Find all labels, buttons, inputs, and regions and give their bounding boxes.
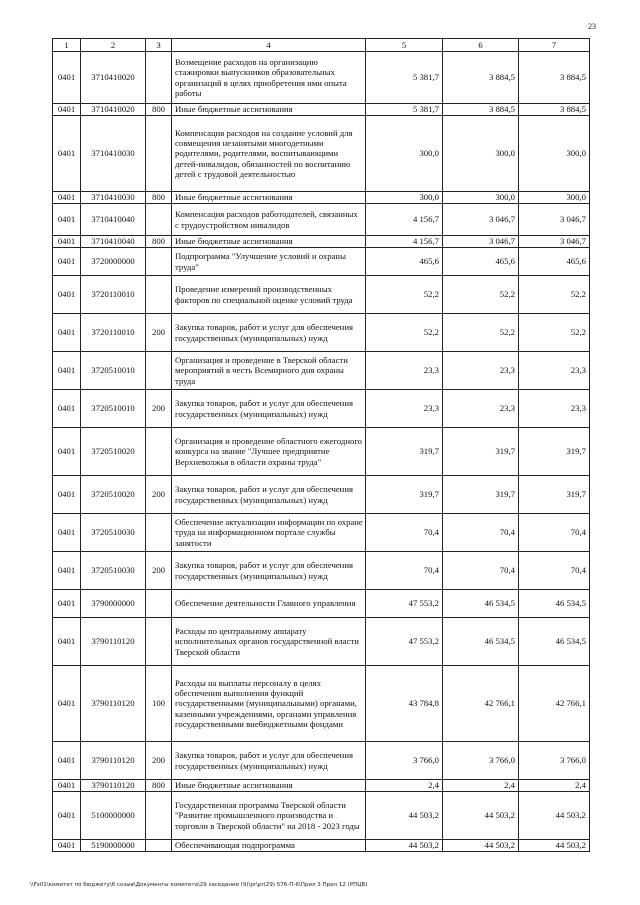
amount-cell-col7: 319,7 <box>519 476 590 514</box>
expense-type-cell: 200 <box>146 552 172 590</box>
amount-cell-col7: 300,0 <box>519 116 590 192</box>
amount-cell-col7: 52,2 <box>519 314 590 352</box>
amount-cell-col6: 2,4 <box>443 780 519 792</box>
amount-cell-col6: 44 503,2 <box>443 840 519 852</box>
item-name-cell: Проведение измерений производственных факторов по специальной оценке условий труда <box>172 276 366 314</box>
amount-cell-col7: 300,0 <box>519 192 590 204</box>
amount-cell-col6: 3 046,7 <box>443 204 519 236</box>
table-row <box>53 52 590 104</box>
amount-cell-col7: 44 503,2 <box>519 792 590 840</box>
section-code-cell: 0401 <box>53 618 81 666</box>
table-body <box>53 52 590 852</box>
table-row <box>53 314 590 352</box>
item-name-cell: Обеспечение деятельности Главного управления <box>172 590 366 618</box>
table-row <box>53 742 590 780</box>
item-name-cell: Иные бюджетные ассигнования <box>172 236 366 248</box>
column-header: 5 <box>366 39 443 52</box>
target-article-cell: 3720510030 <box>81 514 146 552</box>
table-row <box>53 618 590 666</box>
amount-cell-col5: 2,4 <box>366 780 443 792</box>
section-code-cell: 0401 <box>53 104 81 116</box>
item-name-cell: Государственная программа Тверской области "Развитие промышленного производства и торговли в Тверской области" на 2018 - 2023 годы <box>172 792 366 840</box>
expense-type-cell <box>146 52 172 104</box>
target-article-cell: 3710410020 <box>81 104 146 116</box>
target-article-cell: 3790110120 <box>81 742 146 780</box>
table-row <box>53 104 590 116</box>
section-code-cell: 0401 <box>53 552 81 590</box>
expense-type-cell <box>146 352 172 390</box>
section-code-cell: 0401 <box>53 780 81 792</box>
item-name-cell: Организация и проведение областного ежегодного конкурса на звание "Лучшее предприятие Верхневолжья в области охраны труда" <box>172 428 366 476</box>
table-row <box>53 116 590 192</box>
amount-cell-col6: 52,2 <box>443 276 519 314</box>
amount-cell-col5: 47 553,2 <box>366 618 443 666</box>
section-code-cell: 0401 <box>53 192 81 204</box>
table-row <box>53 390 590 428</box>
column-header: 7 <box>519 39 590 52</box>
amount-cell-col7: 23,3 <box>519 352 590 390</box>
item-name-cell: Иные бюджетные ассигнования <box>172 104 366 116</box>
item-name-cell: Закупка товаров, работ и услуг для обеспечения государственных (муниципальных) нужд <box>172 314 366 352</box>
table-row <box>53 840 590 852</box>
amount-cell-col5: 4 156,7 <box>366 236 443 248</box>
amount-cell-col5: 23,3 <box>366 352 443 390</box>
amount-cell-col5: 319,7 <box>366 428 443 476</box>
amount-cell-col7: 2,4 <box>519 780 590 792</box>
target-article-cell: 3710410020 <box>81 52 146 104</box>
item-name-cell: Возмещение расходов на организацию стажировки выпускников образовательных организаций в целях приобретения ими опыта работы <box>172 52 366 104</box>
expense-type-cell: 800 <box>146 236 172 248</box>
section-code-cell: 0401 <box>53 248 81 276</box>
table-row <box>53 428 590 476</box>
amount-cell-col5: 44 503,2 <box>366 792 443 840</box>
column-header: 3 <box>146 39 172 52</box>
amount-cell-col6: 52,2 <box>443 314 519 352</box>
amount-cell-col6: 23,3 <box>443 390 519 428</box>
amount-cell-col6: 465,6 <box>443 248 519 276</box>
expense-type-cell: 200 <box>146 742 172 780</box>
expense-type-cell <box>146 204 172 236</box>
section-code-cell: 0401 <box>53 792 81 840</box>
section-code-cell: 0401 <box>53 236 81 248</box>
target-article-cell: 3710410040 <box>81 236 146 248</box>
section-code-cell: 0401 <box>53 314 81 352</box>
amount-cell-col7: 70,4 <box>519 514 590 552</box>
amount-cell-col6: 23,3 <box>443 352 519 390</box>
expense-type-cell: 200 <box>146 476 172 514</box>
amount-cell-col5: 465,6 <box>366 248 443 276</box>
expense-type-cell: 100 <box>146 666 172 742</box>
amount-cell-col7: 3 046,7 <box>519 204 590 236</box>
target-article-cell: 3720510010 <box>81 352 146 390</box>
item-name-cell: Иные бюджетные ассигнования <box>172 780 366 792</box>
table-row <box>53 276 590 314</box>
expense-type-cell <box>146 428 172 476</box>
table-row <box>53 192 590 204</box>
amount-cell-col7: 3 046,7 <box>519 236 590 248</box>
item-name-cell: Закупка товаров, работ и услуг для обеспечения государственных (муниципальных) нужд <box>172 390 366 428</box>
amount-cell-col6: 319,7 <box>443 476 519 514</box>
amount-cell-col5: 3 766,0 <box>366 742 443 780</box>
amount-cell-col6: 44 503,2 <box>443 792 519 840</box>
column-header: 6 <box>443 39 519 52</box>
expense-type-cell <box>146 840 172 852</box>
table-row <box>53 514 590 552</box>
amount-cell-col5: 70,4 <box>366 514 443 552</box>
amount-cell-col6: 70,4 <box>443 552 519 590</box>
target-article-cell: 3720110010 <box>81 276 146 314</box>
item-name-cell: Иные бюджетные ассигнования <box>172 192 366 204</box>
table-row <box>53 552 590 590</box>
amount-cell-col7: 319,7 <box>519 428 590 476</box>
amount-cell-col7: 465,6 <box>519 248 590 276</box>
amount-cell-col7: 3 884,5 <box>519 52 590 104</box>
page-number: 23 <box>588 22 596 31</box>
target-article-cell: 3710410030 <box>81 192 146 204</box>
expense-type-cell <box>146 618 172 666</box>
target-article-cell: 5190000000 <box>81 840 146 852</box>
amount-cell-col6: 70,4 <box>443 514 519 552</box>
item-name-cell: Закупка товаров, работ и услуг для обеспечения государственных (муниципальных) нужд <box>172 552 366 590</box>
section-code-cell: 0401 <box>53 276 81 314</box>
amount-cell-col6: 300,0 <box>443 192 519 204</box>
table-row <box>53 590 590 618</box>
amount-cell-col6: 46 534,5 <box>443 590 519 618</box>
table-row <box>53 476 590 514</box>
target-article-cell: 3710410030 <box>81 116 146 192</box>
item-name-cell: Компенсация расходов работодателей, связанных с трудоустройством инвалидов <box>172 204 366 236</box>
amount-cell-col7: 3 766,0 <box>519 742 590 780</box>
section-code-cell: 0401 <box>53 352 81 390</box>
target-article-cell: 3720510030 <box>81 552 146 590</box>
target-article-cell: 5100000000 <box>81 792 146 840</box>
target-article-cell: 3790110120 <box>81 618 146 666</box>
target-article-cell: 3720000000 <box>81 248 146 276</box>
amount-cell-col5: 319,7 <box>366 476 443 514</box>
amount-cell-col6: 3 884,5 <box>443 52 519 104</box>
amount-cell-col6: 300,0 <box>443 116 519 192</box>
amount-cell-col5: 300,0 <box>366 116 443 192</box>
amount-cell-col5: 5 381,7 <box>366 104 443 116</box>
section-code-cell: 0401 <box>53 590 81 618</box>
expense-type-cell <box>146 116 172 192</box>
amount-cell-col6: 42 766,1 <box>443 666 519 742</box>
table-row <box>53 780 590 792</box>
amount-cell-col7: 44 503,2 <box>519 840 590 852</box>
expense-type-cell: 800 <box>146 780 172 792</box>
table-row <box>53 352 590 390</box>
amount-cell-col7: 52,2 <box>519 276 590 314</box>
target-article-cell: 3720510010 <box>81 390 146 428</box>
amount-cell-col7: 46 534,5 <box>519 590 590 618</box>
section-code-cell: 0401 <box>53 514 81 552</box>
expense-type-cell <box>146 792 172 840</box>
amount-cell-col5: 70,4 <box>366 552 443 590</box>
amount-cell-col7: 46 534,5 <box>519 618 590 666</box>
target-article-cell: 3720510020 <box>81 428 146 476</box>
section-code-cell: 0401 <box>53 52 81 104</box>
amount-cell-col5: 44 503,2 <box>366 840 443 852</box>
amount-cell-col6: 3 766,0 <box>443 742 519 780</box>
table-row <box>53 204 590 236</box>
column-number-row <box>53 39 590 52</box>
target-article-cell: 3790110120 <box>81 666 146 742</box>
item-name-cell: Расходы по центральному аппарату исполнительных органов государственной власти Тверской области <box>172 618 366 666</box>
amount-cell-col5: 52,2 <box>366 276 443 314</box>
amount-cell-col5: 4 156,7 <box>366 204 443 236</box>
amount-cell-col7: 70,4 <box>519 552 590 590</box>
target-article-cell: 3720110010 <box>81 314 146 352</box>
amount-cell-col5: 300,0 <box>366 192 443 204</box>
section-code-cell: 0401 <box>53 390 81 428</box>
section-code-cell: 0401 <box>53 204 81 236</box>
section-code-cell: 0401 <box>53 476 81 514</box>
item-name-cell: Организация и проведение в Тверской области мероприятий в честь Всемирного дня охраны труда <box>172 352 366 390</box>
expense-type-cell: 800 <box>146 192 172 204</box>
table-row <box>53 666 590 742</box>
item-name-cell: Подпрограмма "Улучшение условий и охраны труда" <box>172 248 366 276</box>
section-code-cell: 0401 <box>53 116 81 192</box>
expense-type-cell <box>146 248 172 276</box>
expense-type-cell: 200 <box>146 314 172 352</box>
footer-file-path: \\Fs01\комитет по бюджету\6 созыв\Документы комитета\29 заседание (9)\pr\pr(29) 576-П-6\Прил 3 Прил 12 (РПЦВ) <box>30 882 368 888</box>
table-row <box>53 248 590 276</box>
section-code-cell: 0401 <box>53 840 81 852</box>
amount-cell-col6: 3 884,5 <box>443 104 519 116</box>
budget-table <box>52 38 590 852</box>
column-header: 1 <box>53 39 81 52</box>
target-article-cell: 3790000000 <box>81 590 146 618</box>
item-name-cell: Обеспечение актуализации информации по охране труда на информационном портале службы занятости <box>172 514 366 552</box>
target-article-cell: 3790110120 <box>81 780 146 792</box>
item-name-cell: Обеспечивающая подпрограмма <box>172 840 366 852</box>
expense-type-cell <box>146 276 172 314</box>
item-name-cell: Закупка товаров, работ и услуг для обеспечения государственных (муниципальных) нужд <box>172 742 366 780</box>
expense-type-cell <box>146 590 172 618</box>
expense-type-cell <box>146 514 172 552</box>
amount-cell-col7: 23,3 <box>519 390 590 428</box>
amount-cell-col7: 42 766,1 <box>519 666 590 742</box>
amount-cell-col5: 47 553,2 <box>366 590 443 618</box>
amount-cell-col7: 3 884,5 <box>519 104 590 116</box>
column-header: 2 <box>81 39 146 52</box>
section-code-cell: 0401 <box>53 428 81 476</box>
item-name-cell: Расходы на выплаты персоналу в целях обеспечения выполнения функций государственными (муниципальными) органами, казенными учреждениями, органами управления государственными внебюджетными фондами <box>172 666 366 742</box>
table-row <box>53 236 590 248</box>
table-row <box>53 792 590 840</box>
item-name-cell: Компенсация расходов на создание условий для совмещения незанятыми многодетными родителями, родителями, воспитывающими детей-инвалидов, обязанностей по воспитанию детей с трудовой деятельностью <box>172 116 366 192</box>
target-article-cell: 3710410040 <box>81 204 146 236</box>
amount-cell-col5: 23,3 <box>366 390 443 428</box>
section-code-cell: 0401 <box>53 742 81 780</box>
amount-cell-col5: 43 784,8 <box>366 666 443 742</box>
amount-cell-col5: 52,2 <box>366 314 443 352</box>
expense-type-cell: 200 <box>146 390 172 428</box>
amount-cell-col5: 5 381,7 <box>366 52 443 104</box>
section-code-cell: 0401 <box>53 666 81 742</box>
expense-type-cell: 800 <box>146 104 172 116</box>
column-header: 4 <box>172 39 366 52</box>
target-article-cell: 3720510020 <box>81 476 146 514</box>
amount-cell-col6: 3 046,7 <box>443 236 519 248</box>
amount-cell-col6: 46 534,5 <box>443 618 519 666</box>
amount-cell-col6: 319,7 <box>443 428 519 476</box>
item-name-cell: Закупка товаров, работ и услуг для обеспечения государственных (муниципальных) нужд <box>172 476 366 514</box>
